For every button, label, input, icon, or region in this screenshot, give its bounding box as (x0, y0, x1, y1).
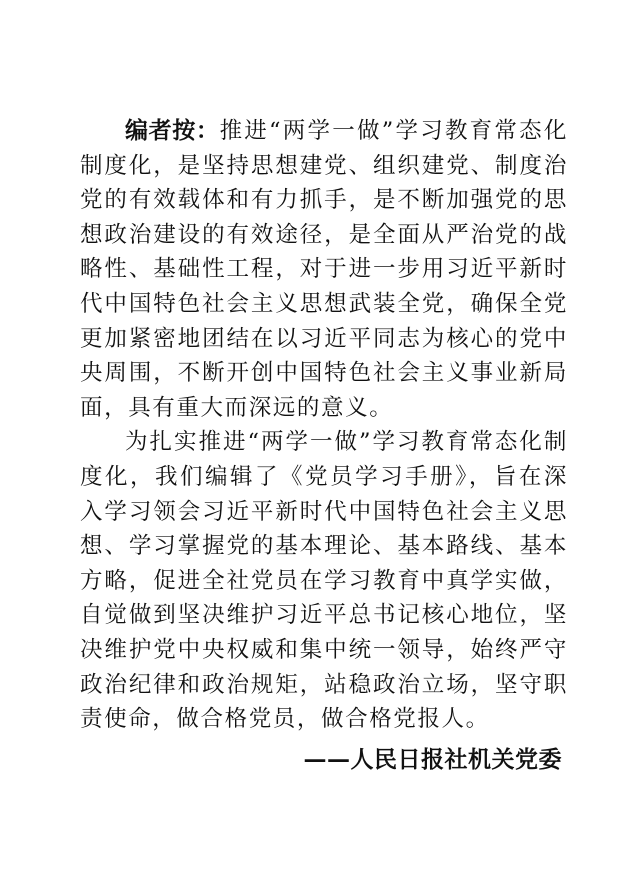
editor-note-paragraph-1 (80, 114, 568, 425)
editor-note-paragraph-2: 为扎实推进“两学一做”学习教育常态化制度化，我们编辑了《党员学习手册》，旨在深入学习领会习近平新时代中国特色社会主义思想、学习掌握党的基本理论、基本路线、基本方略，促进全社党员在学习教育中真学实做，自觉做到坚决维护习近平总书记核心地位，坚决维护党中央权威和集中统一领导，始终严守政治纪律和政治规矩，站稳政治立场，坚守职责使命，做合格党员，做合格党报人。 (80, 429, 568, 733)
editor-note-page (80, 114, 568, 777)
signature: ——人民日报社机关党委 (303, 745, 562, 773)
paragraph-1-text: 推进“两学一做”学习教育常态化制度化，是坚持思想建党、组织建党、制度治党的有效载体和有力抓手，是不断加强党的思想政治建设的有效途径，是全面从严治党的战略性、基础性工程，对于进一步用习近平新时代中国特色社会主义思想武装全党，确保全党更加紧密地团结在以习近平同志为核心的党中央周围，不断开创中国特色社会主义事业新局面，具有重大而深远的意义。 (80, 118, 569, 421)
editor-note-label: 编者按： (125, 118, 220, 144)
